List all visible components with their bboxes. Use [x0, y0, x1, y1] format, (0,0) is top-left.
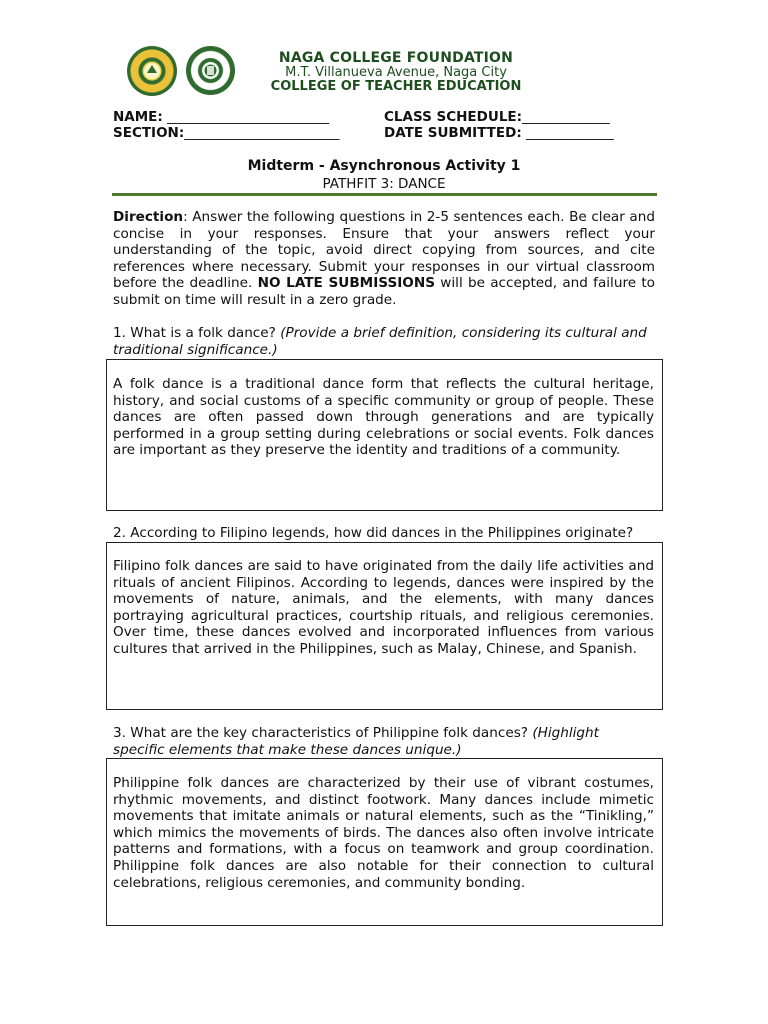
question-1-note: (Provide a brief definition, considering its cultural and traditional significance.): [113, 325, 647, 358]
direction-paragraph: [113, 209, 655, 309]
question-3-note: (Highlight specific elements that make these dances unique.): [113, 725, 600, 758]
class-schedule-label: CLASS SCHEDULE:: [384, 109, 523, 125]
direction-text-1: : Answer the following questions in 2-5 sentences each. Be clear and concise in your responses. Ensure that your answers reflect your understanding of the topic, avoid direct copying from sources, and cite references where necessary. Submit your responses in our virtual classroom before the deadline.: [113, 209, 655, 292]
activity-subtitle: PATHFIT 3: DANCE: [322, 176, 446, 192]
date-submitted-label: DATE SUBMITTED:: [384, 125, 522, 141]
college-name: COLLEGE OF TEACHER EDUCATION: [270, 79, 522, 94]
class-schedule-blank: _____________: [522, 109, 610, 125]
question-2-prompt: 2. According to Filipino legends, how did dances in the Philippines originate?: [113, 525, 634, 541]
name-field: [113, 109, 329, 125]
section-blank: _______________________: [184, 125, 340, 141]
section-field: [113, 125, 340, 141]
header-divider: [112, 193, 657, 196]
institution-name: NAGA COLLEGE FOUNDATION: [278, 50, 514, 66]
activity-title: Midterm - Asynchronous Activity 1: [247, 158, 521, 174]
date-submitted-field: [384, 125, 614, 141]
institution-address: M.T. Villanueva Avenue, Naga City: [285, 65, 507, 80]
answer-2-text: Filipino folk dances are said to have originated from the daily life activities and rituals of ancient Filipinos. According to legends, dances were inspired by the movements of nature, animals, and the elements, with many dances portraying agricultural practices, courtship rituals, and religious ceremonies. Over time, these dances evolved and incorporated influences from various cultures that arrived in the Philippines, such as Malay, Chinese, and Spanish.: [113, 558, 654, 657]
name-label: NAME:: [113, 109, 163, 125]
answer-3-text: Philippine folk dances are characterized by their use of vibrant costumes, rhythmic movements, and distinct footwork. Many dances include mimetic movements that imitate animals or natural elements, such as the “Tinikling,” which mimics the movements of birds. The dances also often involve intricate patterns and formations, with a focus on teamwork and group coordination. Philippine folk dances are also notable for their connection to cultural celebrations, religious ceremonies, and community bonding.: [113, 775, 654, 891]
no-late-submissions: NO LATE SUBMISSIONS: [257, 275, 436, 292]
class-schedule-field: [384, 109, 610, 125]
direction-label: Direction: [113, 209, 184, 225]
section-label: SECTION:: [113, 125, 185, 141]
answer-1-text: A folk dance is a traditional dance form that reflects the cultural heritage, history, and social customs of a specific community or group of people. These dances are often passed down through generations and are typically performed in a group setting during celebrations or social events. Folk dances are important as they preserve the identity and traditions of a community.: [113, 376, 654, 459]
question-1: [113, 325, 655, 358]
date-submitted-blank: _____________: [521, 125, 614, 141]
question-3: [113, 725, 633, 758]
question-3-prompt: 3. What are the key characteristics of Philippine folk dances?: [113, 725, 533, 741]
question-1-prompt: 1. What is a folk dance?: [113, 325, 281, 341]
name-blank: ________________________: [162, 109, 330, 125]
question-2: [113, 525, 673, 542]
direction-text-2: will be accepted, and failure to submit on time will result in a zero grade.: [113, 275, 655, 308]
